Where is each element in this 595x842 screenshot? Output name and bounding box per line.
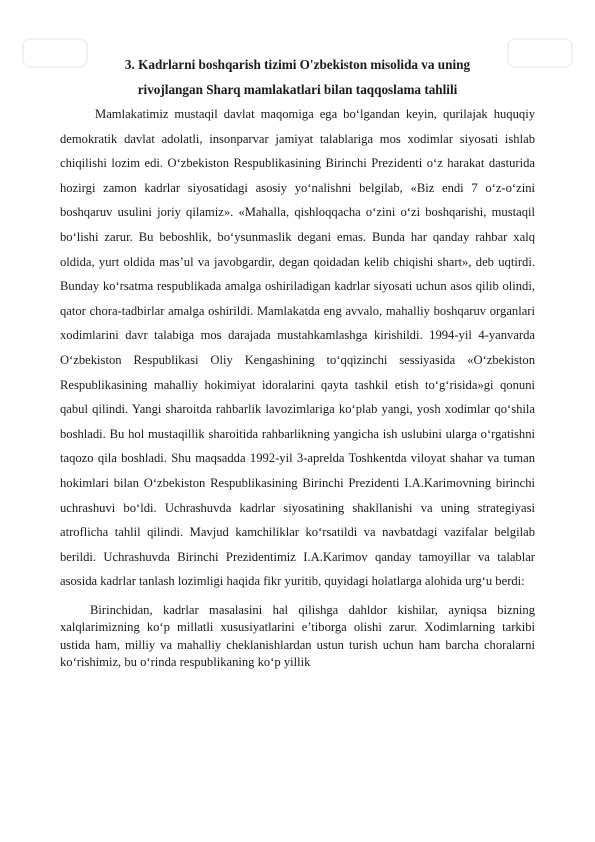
section-heading-line-2: rivojlangan Sharq mamlakatlari bilan taqqoslama tahlili [137, 82, 458, 97]
body-text [60, 102, 535, 672]
paragraph-1: Mamlakatimiz mustaqil davlat maqomiga ega bo‘lgandan keyin, qurilajak huquqiy demokratik davlat adolatli, insonparvar jamiyat talablariga mos xodimlar siyosati ishlab chiqilishi lozim edi. O‘zbekiston Respublikasining Birinchi Prezidenti o‘z harakat dasturida hozirgi zamon kadrlar siyosatidagi asosiy yo‘nalishni belgilab, «Biz endi 7 o‘z-o‘zini boshqaruv usulini joriy qilamiz». «Mahalla, qishloqqacha o‘zini o‘zi boshqarishi, mustaqil bo‘lishi zarur. Bu beboshlik, bo‘ysunmaslik degani emas. Bunda har qanday rahbar xalq oldida, yurt oldida mas’ul va javobgardir, degan qoidadan kelib chiqishi shart», deb uqtirdi. Bunday ko‘rsatma respublikada amalga oshiriladigan kadrlar siyosati uchun asos qilib olindi, qator chora-tadbirlar amalga oshirildi. Mamlakatda eng avvalo, mahalliy boshqaruv organlari xodimlarini davr talabiga mos darajada mustahkamlashga kirishildi. 1994-yil 4-yanvarda O‘zbekiston Respublikasi Oliy Kengashining to‘qqizinchi sessiyasida «O‘zbekiston Respublikasining mahalliy hokimiyat idoralarini qayta tashkil etish to‘g‘risida»gi qonuni qabul qilindi. Yangi sharoitda rahbarlik lavozimlariga ko‘plab yangi, yosh xodimlar qo‘shila boshladi. Bu hol mustaqillik sharoitida rahbarlikning yangicha ish uslubini ularga o‘rgatishni taqozo qila boshladi. Shu maqsadda 1992-yil 3-aprelda Toshkentda viloyat shahar va tuman hokimlari bilan O‘zbekiston Respublikasining Birinchi Prezidenti I.A.Karimovning birinchi uchrashuvi bo‘ldi. Uchrashuvda kadrlar siyosatining shakllanishi va uning strategiyasi atroflicha tahlil qilindi. Mavjud kamchiliklar ko‘rsatildi va navbatdagi vazifalar belgilab berildi. Uchrashuvda Birinchi Prezidentimiz I.A.Karimov qanday tamoyillar va talablar asosida kadrlar tanlash lozimligi haqida fikr yuritib, quyidagi holatlarga alohida urg‘u berdi: [60, 107, 535, 589]
paragraph-2: Birinchidan, kadrlar masalasini hal qilishga dahldor kishilar, ayniqsa bizning xalqlarimizning ko‘p millatli xususiyatlarini e’tiborga olishi zarur. Xodimlarning tarkibi ustida ham, milliy va mahalliy cheklanishlardan ustun turish uchun ham barcha choralarni ko‘rishimiz, bu o‘rinda respublikaning ko‘p yillik [60, 602, 535, 670]
section-heading-line-1: 3. Kadrlarni boshqarish tizimi O'zbekiston misolida va uning [124, 57, 471, 72]
